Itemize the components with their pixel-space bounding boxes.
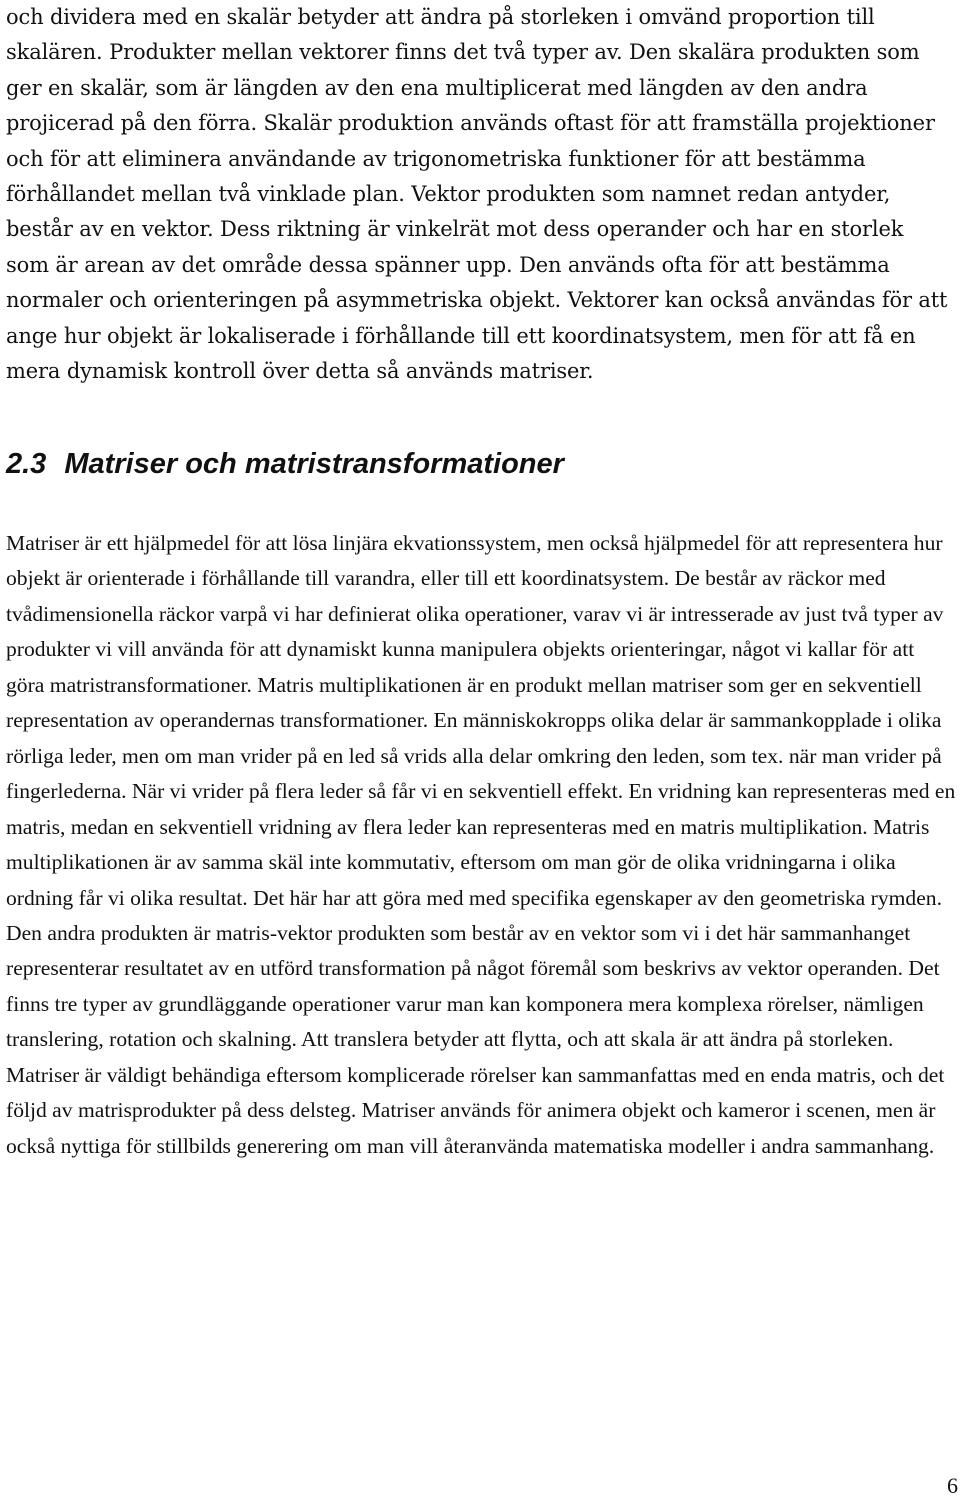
section-title: Matriser och matristransformationer bbox=[64, 448, 564, 480]
paragraph-vectors: och dividera med en skalär betyder att ändra på storleken i omvänd proportion till skalären. Produkter mellan vektorer finns det två typer av. Den skalära produkten som ger en skalär, som är längden av den ena multiplicerat med längden av den andra projicerad på den förra. Skalär produktion används oftast för att framställa projektioner och för att eliminera användande av trigonometriska funktioner för att bestämma förhållandet mellan två vinklade plan. Vektor produkten som namnet redan antyder, består av en vektor. Dess riktning är vinkelrät mot dess operander och har en storlek som är arean av det område dessa spänner upp. Den används ofta för att bestämma normaler och orienteringen på asymmetriska objekt. Vektorer kan också användas för att ange hur objekt är lokaliserade i förhållande till ett koordinatsystem, men för att få en mera dynamisk kontroll över detta så används matriser. bbox=[6, 5, 948, 384]
section-heading bbox=[6, 445, 564, 483]
paragraph-matrices: Matriser är ett hjälpmedel för att lösa linjära ekvationssystem, men också hjälpmedel för att representera hur objekt är orienterade i förhållande till varandra, eller till ett koordinatsystem. De består av räckor med tvådimensionella räckor varpå vi har definierat olika operationer, varav vi är intresserade av just två typer av produkter vi vill använda för att dynamiskt kunna manipulera objekts orienteringar, något vi kallar för att göra matristransformationer. Matris multiplikationen är en produkt mellan matriser som ger en sekventiell representation av operandernas transformationer. En människokropps olika delar är sammankopplade i olika rörliga leder, men om man vrider på en led så vrids alla delar omkring den leden, som tex. när man vrider på fingerlederna. När vi vrider på flera leder så får vi en sekventiell effekt. En vridning kan representeras med en matris, medan en sekventiell vridning av flera leder kan representeras med en matris multiplikation. Matris multiplikationen är av samma skäl inte kommutativ, eftersom om man gör de olika vridningarna i olika ordning får vi olika resultat. Det här har att göra med med specifika egenskaper av den geometriska rymden. Den andra produkten är matris-vektor produkten som består av en vektor som vi i det här sammanhanget representerar resultatet av en utförd transformation på något föremål som beskrivs av vektor operanden. Det finns tre typer av grundläggande operationer varur man kan komponera mera komplexa rörelser, nämligen translering, rotation och skalning. Att translera betyder att flytta, och att skala är att ändra på storleken. Matriser är väldigt behändiga eftersom komplicerade rörelser kan sammanfattas med en enda matris, och det följd av matrisprodukter på dess delsteg. Matriser används för animera objekt och kameror i scenen, men är också nyttiga för stillbilds generering om man vill återanvända matematiska modeller i andra sammanhang. bbox=[6, 531, 956, 1158]
page-number: 6 bbox=[947, 1473, 958, 1498]
section-number: 2.3 bbox=[6, 448, 47, 480]
